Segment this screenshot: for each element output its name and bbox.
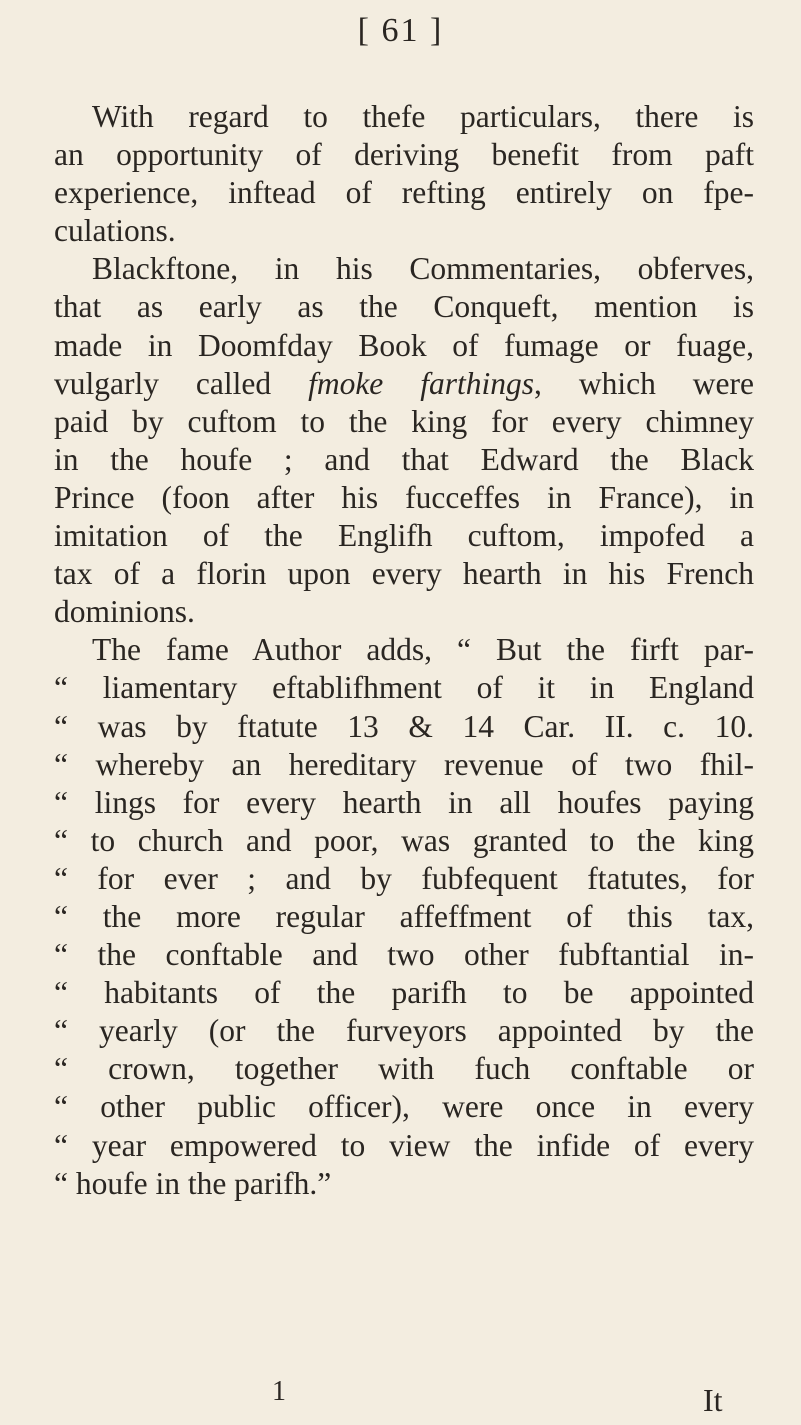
page-footer bbox=[0, 1376, 801, 1422]
text-line: “ the more regular affeffment of this tax, bbox=[54, 898, 754, 934]
body-text bbox=[54, 98, 754, 1203]
text-line: imitation of the Englifh cuftom, impofed a bbox=[54, 518, 754, 554]
text-line: “ was by ftatute 13 & 14 Car. II. c. 10. bbox=[54, 708, 754, 744]
text-line: With regard to thefe particulars, there is bbox=[92, 99, 754, 134]
text-line: in the houfe ; and that Edward the Black bbox=[54, 441, 754, 477]
text-line: “ for ever ; and by fubfequent ftatutes, for bbox=[54, 860, 754, 896]
text-line: “ other public officer), were once in every bbox=[54, 1089, 754, 1125]
text-line: vulgarly called fmoke farthings, which were bbox=[54, 365, 754, 401]
page-number: [ 61 ] bbox=[357, 12, 444, 49]
signature-mark: 1 bbox=[272, 1376, 286, 1407]
text-line: “ year empowered to view the infide of every bbox=[54, 1127, 754, 1163]
text-line: “ crown, together with fuch conftable or bbox=[54, 1051, 754, 1087]
text-line: tax of a florin upon every hearth in his French bbox=[54, 556, 754, 592]
text-line: that as early as the Conqueft, mention is bbox=[54, 289, 754, 325]
text-line: “ the conftable and two other fubftantial in- bbox=[54, 937, 754, 973]
text-line: Prince (foon after his fucceffes in France), in bbox=[54, 479, 754, 515]
text-line: culations. bbox=[54, 213, 176, 249]
text-line: “ whereby an hereditary revenue of two fhil- bbox=[54, 746, 754, 782]
text-line: dominions. bbox=[54, 594, 195, 630]
text-line: “ liamentary eftablifhment of it in England bbox=[54, 670, 754, 706]
catchword: It bbox=[703, 1382, 723, 1418]
text-line: “ habitants of the parifh to be appointed bbox=[54, 975, 754, 1011]
text-line: “ to church and poor, was granted to the king bbox=[54, 822, 754, 858]
text-line: “ houfe in the parifh.” bbox=[54, 1165, 332, 1201]
text-line: made in Doomfday Book of fumage or fuage, bbox=[54, 327, 754, 363]
text-line: an opportunity of deriving benefit from paft bbox=[54, 137, 754, 173]
text-line: paid by cuftom to the king for every chimney bbox=[54, 403, 754, 439]
text-line: The fame Author adds, “ But the firft par- bbox=[92, 632, 754, 668]
text-line: “ lings for every hearth in all houfes paying bbox=[54, 784, 754, 820]
text-line: Blackftone, in his Commentaries, obferves, bbox=[92, 251, 754, 287]
text-line: experience, inftead of refting entirely on fpe- bbox=[54, 175, 754, 211]
text-line: “ yearly (or the furveyors appointed by the bbox=[54, 1013, 754, 1049]
